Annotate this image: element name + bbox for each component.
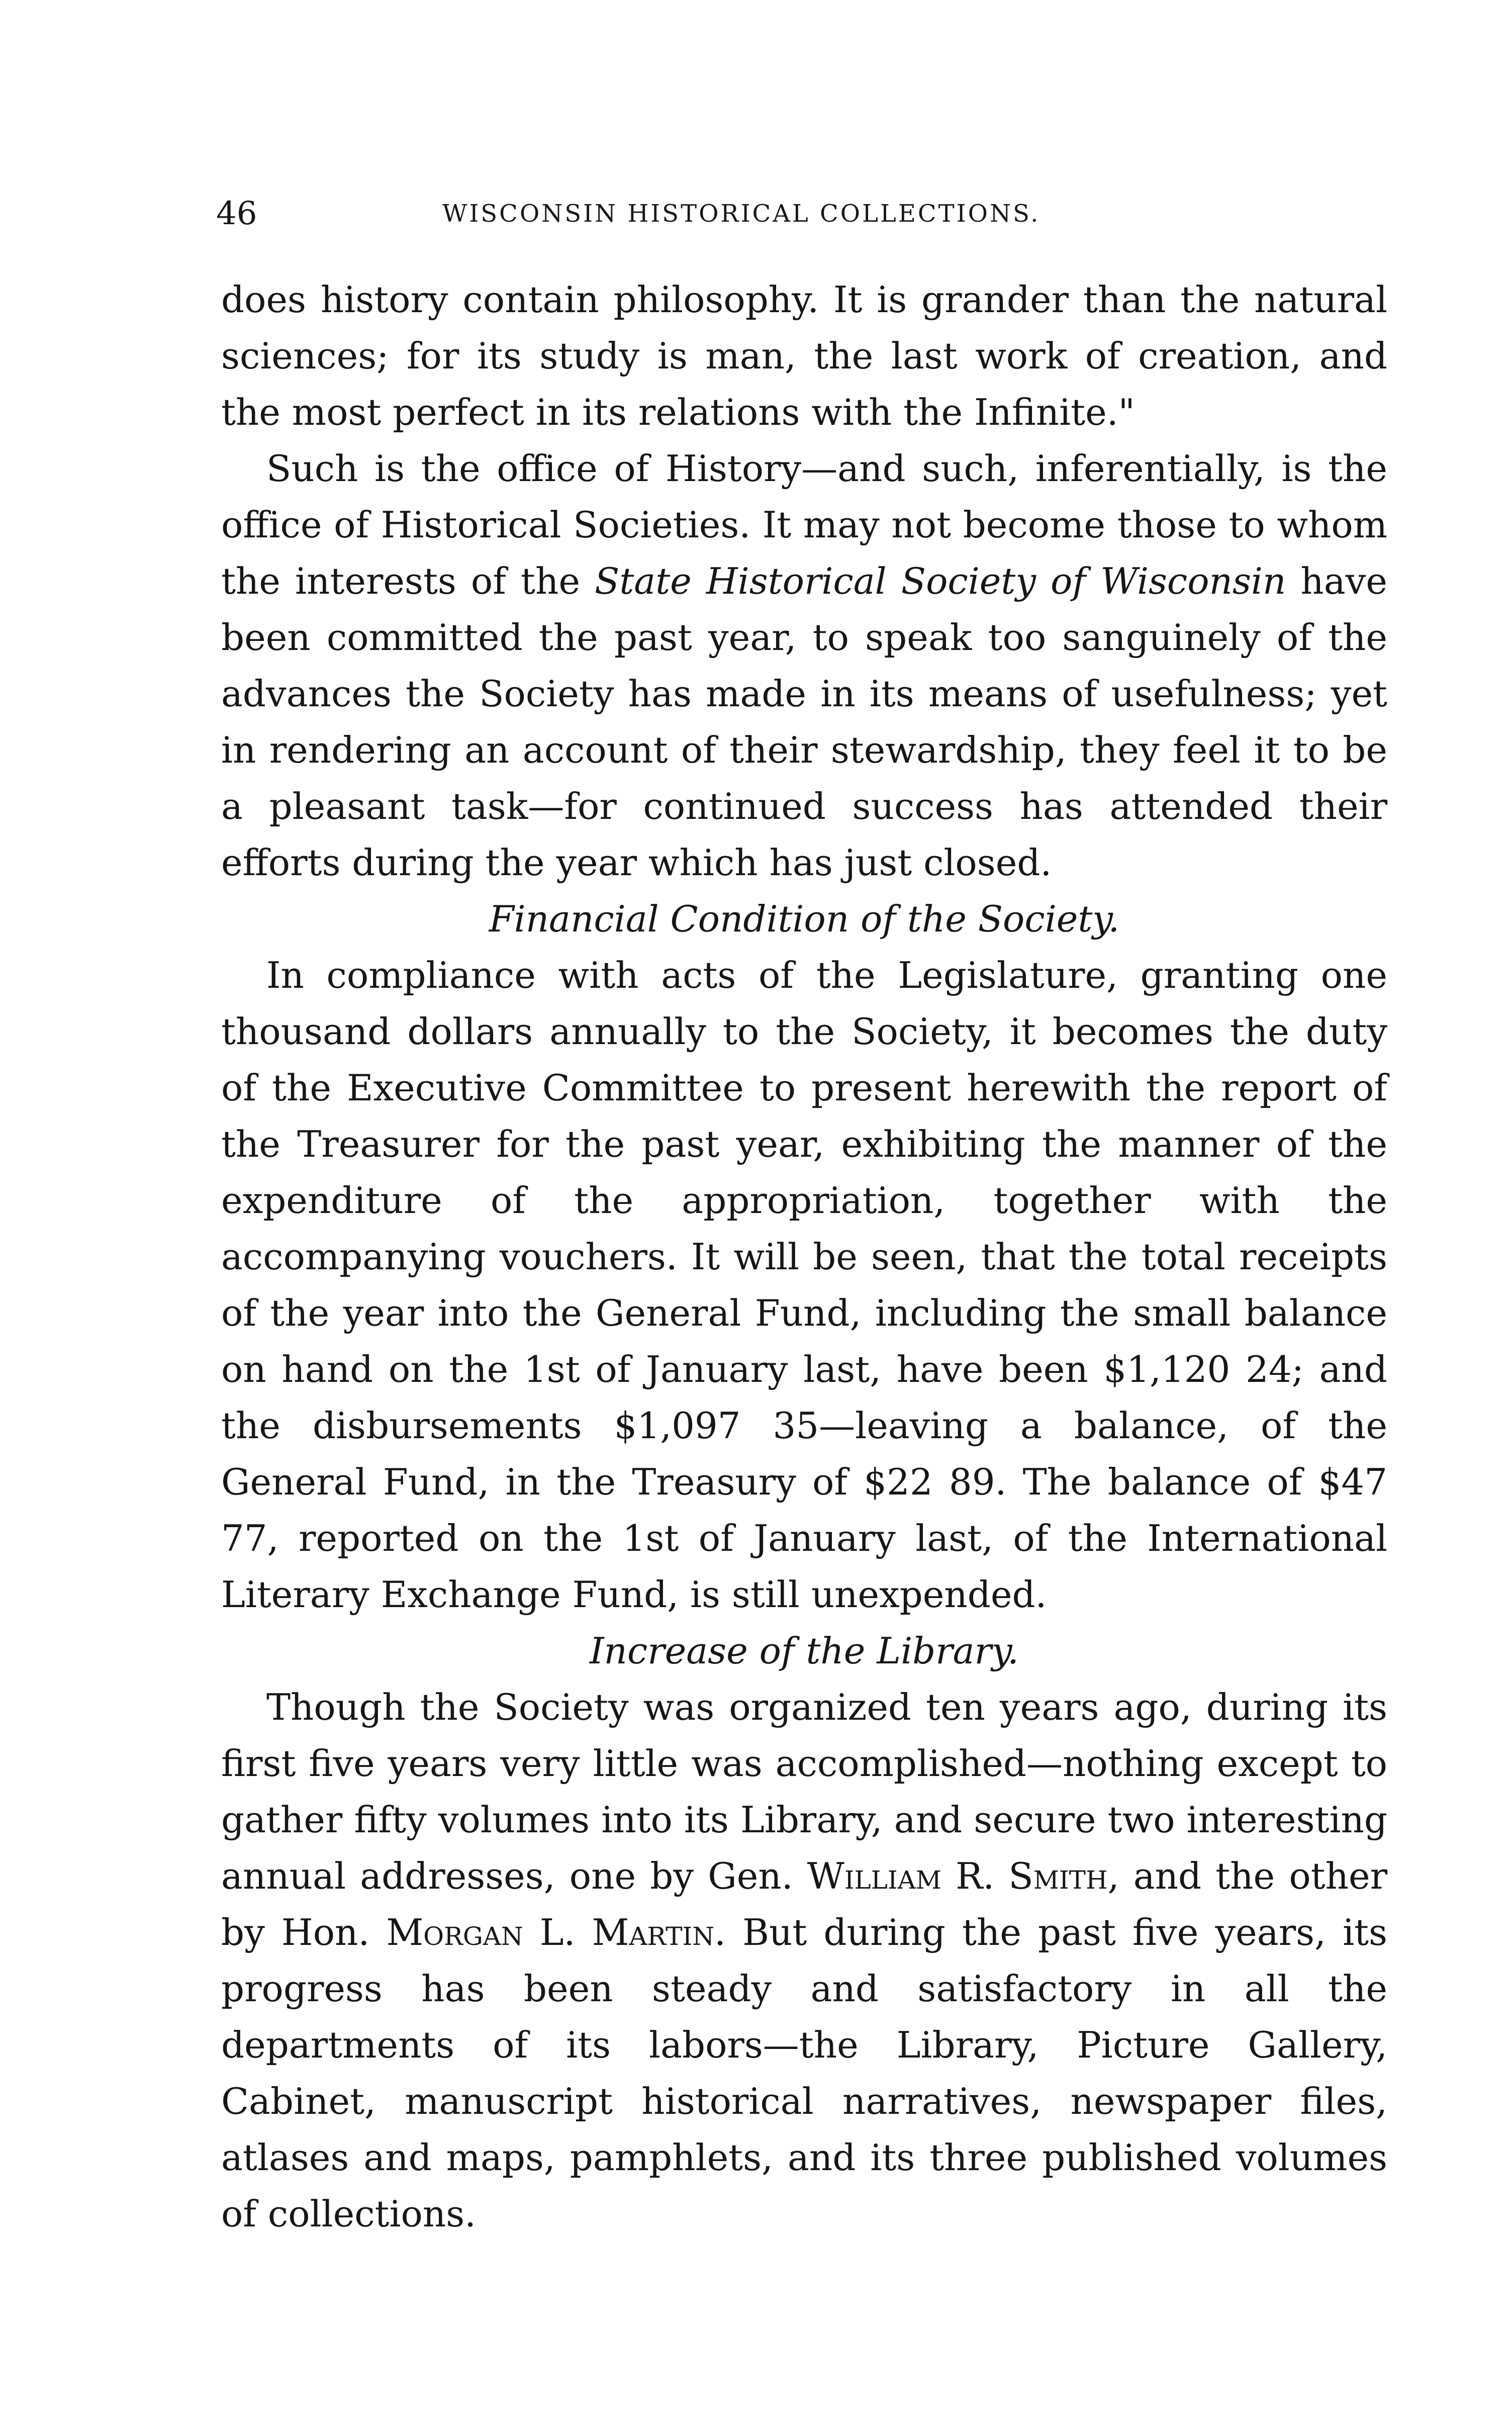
- paragraph-text: . But during the past five years, its progress has been steady and satisfactory in all the departments of its labors—the Library, Picture Gallery, Cabinet, manuscript historical narratives, newspaper files, atlases and maps, pamphlets, and its three published volumes of collections.: [221, 1911, 1387, 2235]
- page-number: 46: [216, 195, 257, 232]
- paragraph-financial-report: In compliance with acts of the Legislature, granting one thousand dollars annually to the Society, it becomes the duty of the Executive Committee to present herewith the report of the Treasurer for the past year, exhibiting the manner of the expenditure of the appropriation, together with the accompanying vouchers. It will be seen, that the total receipts of the year into the General Fund, including the small balance on hand on the 1st of January last, have been $1,120 24; and the disbursements $1,097 35—leaving a balance, of the General Fund, in the Treasury of $22 89. The balance of $47 77, reported on the 1st of January last, of the International Literary Exchange Fund, is still unexpended.: [221, 954, 1387, 1616]
- person-name: Morgan L. Martin: [386, 1911, 715, 1953]
- paragraph-text: have been committed the past year, to speak too sanguinely of the advances the Society has made in its means of usefulness; yet in rendering an account of their stewardship, they feel it to be a pleasant task—for continued success has attended their efforts during the year which has just closed.: [221, 560, 1387, 884]
- society-name-italic: State Historical Society of Wisconsin: [595, 560, 1286, 602]
- paragraph-text: Such is the office of History—and such, inferentially, is the office of Historical Societies. It may not become those to whom the interests of the: [221, 447, 1387, 602]
- paragraph-office-of-history: [221, 440, 1387, 891]
- paragraph-text: , and the other by Hon.: [221, 1855, 1387, 1953]
- running-head: [216, 191, 1171, 236]
- section-heading-financial-condition: Financial Condition of the Society.: [489, 898, 1120, 940]
- person-name: William R. Smith: [807, 1855, 1108, 1897]
- paragraph-library-history: [221, 1679, 1387, 2242]
- paragraph-text: Though the Society was organized ten years ago, during its first five years very little was accomplished—nothing except to gather fifty volumes into its Library, and secure two interesting annual addresses, one by Gen.: [221, 1686, 1387, 1897]
- section-heading-increase-of-library: Increase of the Library.: [590, 1630, 1019, 1672]
- body-text: [221, 271, 1387, 2242]
- running-title: WISCONSIN HISTORICAL COLLECTIONS.: [442, 200, 1041, 228]
- paragraph-continuation: does history contain philosophy. It is grander than the natural sciences; for its study is man, the last work of creation, and the most perfect in its relations with the Infinite.": [221, 278, 1387, 433]
